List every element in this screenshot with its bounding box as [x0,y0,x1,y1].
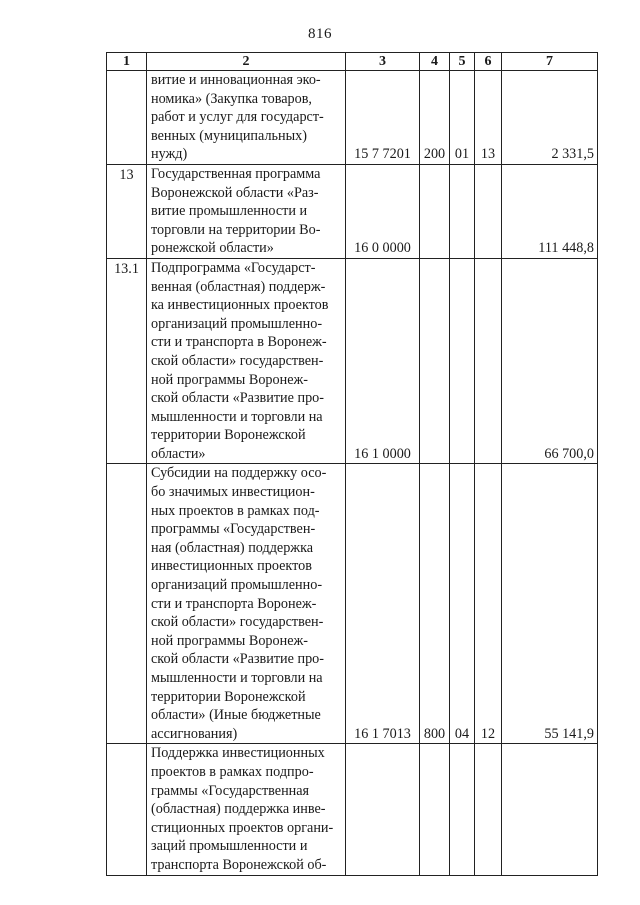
row-name-line: Поддержка инвестиционных [151,745,325,762]
row-name-line: Подпрограмма «Государст- [151,259,316,276]
row-name-line: стиционных проектов органи- [151,819,334,836]
row-name-line: ронежской области» [151,240,274,257]
row-name-line: организаций промышленно- [151,577,323,594]
row-name-line: ных проектов в рамках под- [151,502,320,519]
row-name-line: номика» (Закупка товаров, [151,90,312,107]
row-name-line: проектов в рамках подпро- [151,763,314,780]
subsection-cell [475,744,502,875]
page-number: 816 [308,26,332,42]
amount-cell: 111 448,8 [502,164,598,258]
expense-type-cell [420,744,450,875]
amount-cell [502,744,598,875]
row-name-cell [147,744,346,875]
column-header-3: 3 [346,53,420,71]
table-row [107,258,598,464]
target-code-cell: 15 7 7201 [346,71,420,165]
column-header-6: 6 [475,53,502,71]
row-name-line: ной программы Воронеж- [151,371,309,388]
section-cell: 01 [450,71,475,165]
row-name-line: ная (областная) поддержка [151,539,314,556]
table-header-row [107,53,598,71]
row-name-line: ассигнования) [151,725,238,742]
row-name-line: ной программы Воронеж- [151,632,309,649]
column-header-7: 7 [502,53,598,71]
expense-type-cell [420,164,450,258]
row-name-line: венная (областная) поддерж- [151,278,326,295]
row-name-line: мышленности и торговли на [151,408,323,425]
amount-cell: 55 141,9 [502,464,598,744]
table-row [107,71,598,165]
table-row [107,164,598,258]
row-number-cell: 13.1 [107,258,147,464]
budget-table [106,52,598,876]
row-name-line: торговли на территории Во- [151,221,321,238]
target-code-cell: 16 0 0000 [346,164,420,258]
row-number-cell [107,464,147,744]
subsection-cell: 13 [475,71,502,165]
row-name-line: заций промышленности и [151,838,308,855]
row-name-line: витие промышленности и [151,203,308,220]
row-name-line: ской области «Развитие про- [151,390,324,407]
row-name-line: венных (муниципальных) [151,127,307,144]
target-code-cell: 16 1 0000 [346,258,420,464]
row-name-line: мышленности и торговли на [151,670,323,686]
row-name-line: ской области» государствен- [151,352,324,369]
row-name-line: инвестиционных проектов [151,558,312,575]
row-name-line: граммы «Государственная [151,782,310,799]
row-number-cell [107,744,147,875]
row-name-cell [147,258,346,464]
row-name-line: области» [151,445,206,462]
subsection-cell [475,258,502,464]
row-name-line: сти и транспорта в Воронеж- [151,334,327,351]
row-name-line: Субсидии на поддержку осо- [151,465,327,482]
row-name-line: витие и инновационная эко- [151,72,321,88]
column-header-5: 5 [450,53,475,71]
section-cell [450,258,475,464]
column-header-1: 1 [107,53,147,71]
section-cell: 04 [450,464,475,744]
table-row [107,744,598,875]
row-name-line: сти и транспорта Воронеж- [151,595,317,612]
row-name-line: бо значимых инвестицион- [151,484,315,501]
row-name-line: ка инвестиционных проектов [151,297,329,314]
row-name-cell [147,164,346,258]
row-name-line: программы «Государствен- [151,521,316,538]
row-name-line: области» (Иные бюджетные [151,707,321,724]
table-body [107,71,598,876]
target-code-cell [346,744,420,875]
row-name-line: транспорта Воронежской об- [151,856,327,873]
row-name-line: (областная) поддержка инве- [151,801,326,818]
table-row [107,464,598,744]
amount-cell: 66 700,0 [502,258,598,464]
subsection-cell: 12 [475,464,502,744]
expense-type-cell: 200 [420,71,450,165]
column-header-2: 2 [147,53,346,71]
subsection-cell [475,164,502,258]
row-name-line: Государственная программа [151,165,321,182]
expense-type-cell: 800 [420,464,450,744]
row-name-line: организаций промышленно- [151,315,323,332]
row-number-cell [107,71,147,165]
section-cell [450,164,475,258]
row-name-line: территории Воронежской [151,688,306,705]
row-name-line: работ и услуг для государст- [151,109,324,126]
section-cell [450,744,475,875]
row-name-line: территории Воронежской [151,427,306,444]
amount-cell: 2 331,5 [502,71,598,165]
column-header-4: 4 [420,53,450,71]
row-name-line: Воронежской области «Раз- [151,184,319,201]
row-name-line: ской области «Развитие про- [151,651,324,668]
row-name-line: ской области» государствен- [151,614,324,631]
expense-type-cell [420,258,450,464]
target-code-cell: 16 1 7013 [346,464,420,744]
row-name-cell [147,71,346,165]
row-name-line: нужд) [151,146,188,163]
row-number-cell: 13 [107,164,147,258]
row-name-cell [147,464,346,744]
